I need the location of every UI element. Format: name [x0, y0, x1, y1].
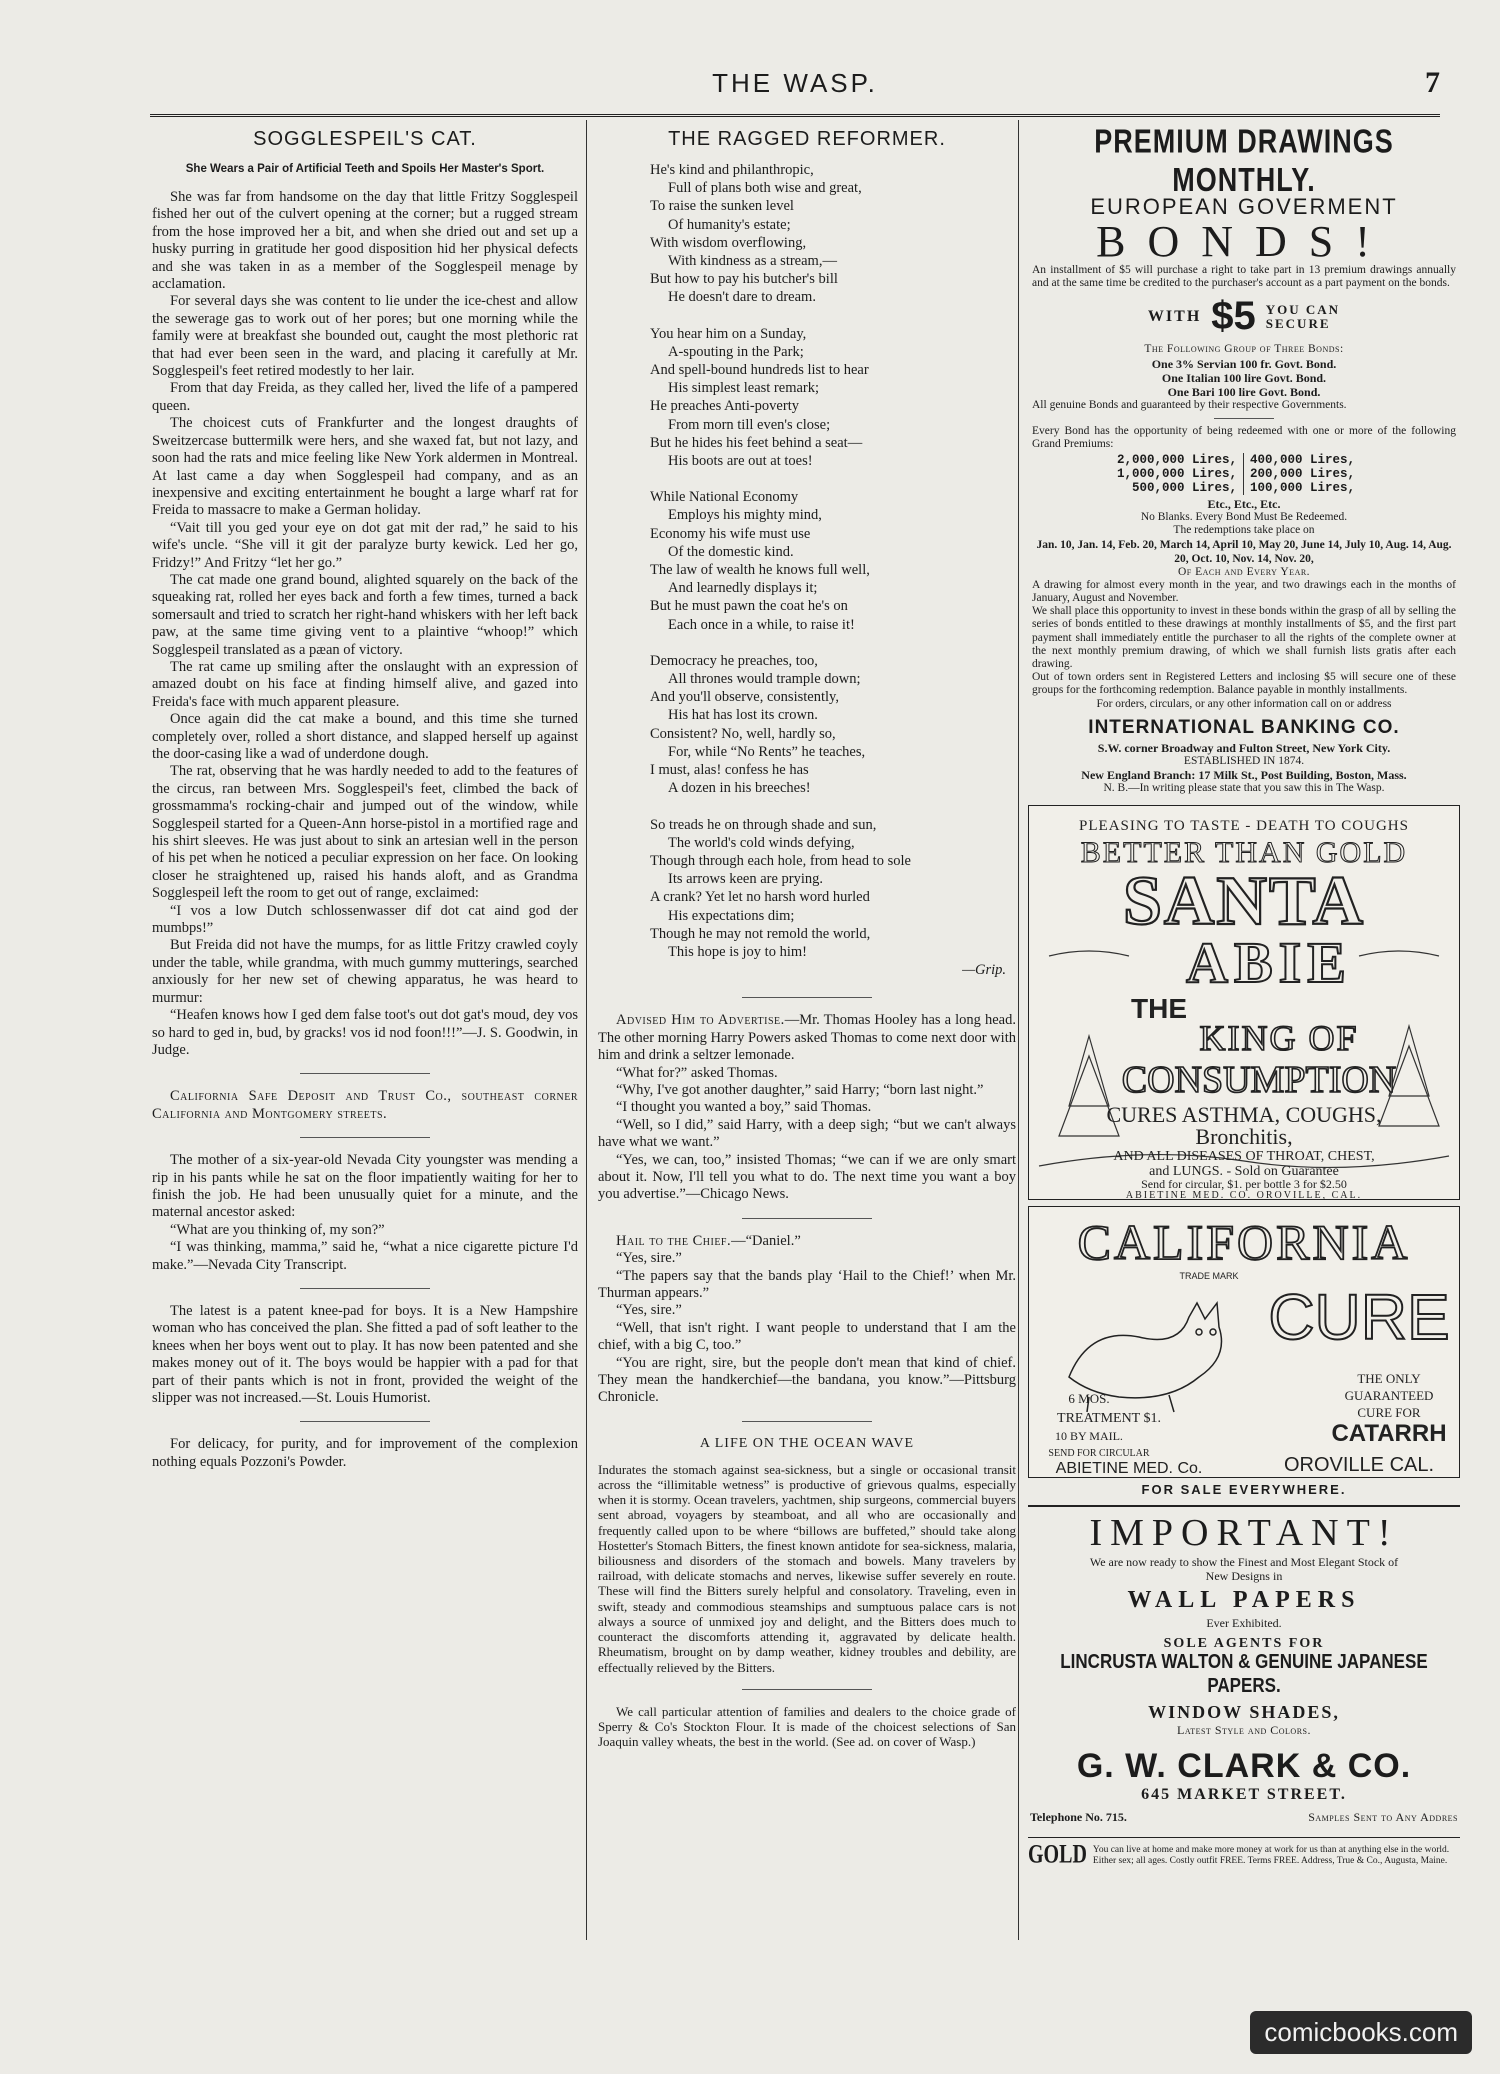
- bond-item: One Italian 100 lire Govt. Bond.: [1161, 370, 1327, 385]
- poem-line: For, while “No Rents” he teaches,: [668, 743, 866, 760]
- poem-line: A-spouting in the Park;: [668, 343, 804, 360]
- ocean-text: Indurates the stomach against sea-sickness, but a single or occasional transit across the “illimitable wetness” is productive of grievous qualms, especially when it is stormy. Ocean travelers, yachtmen, ship surgeons, commercial buyers sent abroad, voyagers by steamboat, and all who are occasionally and frequently called upon to be where “billows are buffeted,” should take along Hostetter's Stomach Bitters, the finest known antidote for sea-sickness, malaria, biliousness and disorders of the stomach and bowels. Many travelers by railroad, with delicate stomachs and nerves, likewise suffer severely en route. These will find the Bitters surely helpful and consolatory. Traveling, even in swift, steady and commodious steamships and sumptuous palace cars is not always a source of unmixed joy and delight, and the Bitters does much to counteract the discomforts attending it, aggravated by delicate health. Rheumatism, brought on by damp weather, kidney troubles and debility, are effectually relieved by the Bitters.: [598, 1461, 1016, 1675]
- poem-line: You hear him on a Sunday,: [650, 325, 807, 342]
- poem-line: His boots are out at toes!: [668, 453, 813, 470]
- poem-line: But he must pawn the coat he's on: [650, 598, 848, 615]
- santa-top-text: PLEASING TO TASTE - DEATH TO COUGHS: [1079, 818, 1409, 835]
- important-headline: IMPORTANT!: [1089, 1512, 1399, 1555]
- article-headline: SOGGLESPEIL'S CAT.: [253, 128, 477, 150]
- wallpaper-advertisement: [1028, 1505, 1460, 1825]
- poem-line: All thrones would trample down;: [668, 671, 861, 688]
- with-label: WITH: [1147, 307, 1202, 325]
- poem-line: Full of plans both wise and great,: [668, 180, 862, 197]
- safe-deposit-item: California Safe Deposit and Trust Co., southeast corner California and Montgomery streets.: [152, 1088, 578, 1122]
- bonds-nb: N. B.—In writing please state that you saw this in The Wasp.: [1103, 782, 1385, 795]
- lincrusta: LINCRUSTA WALTON & GENUINE JAPANESE PAPERS.: [1060, 1650, 1428, 1698]
- poem-line: Consistent? No, well, hardly so,: [650, 725, 836, 742]
- paragraph: “Vait till you ged your eye on dot gat mit der rad,” he said to his wife's uncle. “She vill it git der paralyze burty kewick. Led her go, Fridzy!” And Fritzy “let her go.”: [152, 519, 578, 571]
- paragraph: “Well, so I did,” said Harry, with a deep sigh; “but we can't always have what we want.”: [598, 1116, 1016, 1151]
- paragraph: “Yes, we can, too,” insisted Thomas; “we can if we are only smart about it. Now, I'll tell you what to do. The next time you want a boy you advertise.”—Chicago News.: [598, 1151, 1016, 1203]
- bonds-out-of-town: Out of town orders sent in Registered Letters and inclosing $5 will secure one of these groups for the forthcoming redemption. Balance payable in monthly installments.: [1032, 671, 1456, 697]
- paragraph: “Well, that isn't right. I want people to understand that I am the chief, with a big C, too.”: [598, 1319, 1016, 1354]
- poem-line: So treads he on through shade and sun,: [650, 816, 877, 833]
- paragraph: “What are you thinking of, my son?”: [170, 1221, 385, 1238]
- cure-for: CURE FOR: [1357, 1405, 1421, 1421]
- prize-amount: 100,000 Lires,: [1250, 481, 1356, 496]
- paragraph: She was far from handsome on the day that little Fritzy Sogglespeil fished her out of the culvert opening at the corner; but a rugged stream from the hose improved her a bit, and when she dried out and set up a husky purring in gratitude her good disposition hid her physical defects and she was taken in as a member of the Sogglespeil menage by acclamation.: [152, 189, 578, 293]
- cure-treatment: TREATMENT $1.: [1057, 1411, 1161, 1427]
- poem-title: THE RAGGED REFORMER.: [668, 128, 946, 150]
- paragraph: From that day Freida, as they called her, lived the life of a pampered queen.: [152, 380, 578, 414]
- cure-oroville: OROVILLE CAL.: [1283, 1454, 1435, 1477]
- bonds-advertisement: [1028, 124, 1460, 795]
- abie-word: ABIE: [1186, 930, 1352, 996]
- separator-rule: [1028, 1505, 1460, 1507]
- paragraph: The mother of a six-year-old Nevada City youngster was mending a rip in his pants while he sat on the floor impatiently waiting for her to finish the job. He had been unusually quiet for a minute, and the maternal ancestor asked:: [152, 1152, 578, 1221]
- paragraph: “Yes, sire.”: [616, 1250, 682, 1267]
- ocean-title: A LIFE ON THE OCEAN WAVE: [699, 1435, 915, 1451]
- sperry-text: We call particular attention of families and dealers to the choice grade of Sperry & Co's Stockton Flour. It is made of the choicest selections of San Joaquin valley wheats, the best in the world. (See ad. on cover of Wasp.): [598, 1703, 1016, 1750]
- poem-line: His hat has lost its crown.: [668, 707, 818, 724]
- paragraph: “Yes, sire.”: [616, 1302, 682, 1319]
- poem-line: With wisdom overflowing,: [650, 234, 807, 251]
- poem-line: Employs his mighty mind,: [668, 507, 822, 524]
- poem-line: Its arrows keen are prying.: [668, 871, 824, 888]
- paragraph: “I vos a low Dutch schlossenwasser dif dot cat aind god der mumbps!”: [152, 902, 578, 937]
- stanza: [650, 652, 1016, 798]
- cure-guaranteed: GUARANTEED: [1344, 1388, 1434, 1404]
- poem-line: His simplest least remark;: [668, 380, 820, 397]
- paragraph: Once again did the cat make a bound, and this time she turned completely over, rolled a short distance, and slapped herself up against the door-casing like a wad of underdone dough.: [152, 711, 578, 762]
- gold-advertisement: [1028, 1837, 1460, 1870]
- separator-rule: [742, 1689, 872, 1690]
- page-number: 7: [1425, 66, 1440, 99]
- bonds-drawing: A drawing for almost every month in the year, and two drawings each in the months of January, August and November.: [1032, 578, 1456, 605]
- separator-rule: [1214, 418, 1274, 419]
- gold-word: GOLD: [1028, 1840, 1087, 1870]
- santa-better-text: BETTER THAN GOLD: [1080, 836, 1408, 870]
- santa-the: THE: [1131, 993, 1187, 1025]
- paragraph: The rat came up smiling after the onslaught with an expression of amazed doubt on his face at finding himself alive, and gazed into Freida's face with much apparent pleasure.: [152, 658, 578, 710]
- poem-line: Economy his wife must use: [650, 525, 811, 542]
- santa-king: KING OF: [1199, 1018, 1359, 1059]
- wall-papers: WALL PAPERS: [1127, 1587, 1361, 1614]
- paragraph: “I thought you wanted a boy,” said Thomas.: [616, 1099, 872, 1116]
- poem-line: This hope is joy to him!: [668, 943, 807, 960]
- poem-line: While National Economy: [650, 489, 799, 506]
- column-rule: [586, 120, 587, 1940]
- no-blanks: No Blanks. Every Bond Must Be Redeemed.: [1140, 511, 1348, 524]
- masthead-title: THE WASP.: [712, 68, 878, 98]
- sole-agents: SOLE AGENTS FOR: [1163, 1636, 1325, 1652]
- clark-ever: Ever Exhibited.: [1206, 1616, 1282, 1631]
- prize-grid: [1054, 453, 1434, 495]
- article-body: [152, 189, 578, 1471]
- bonds-we-shall: We shall place this opportunity to invest in these bonds within the grasp of all by selling the series of bonds entitled to these drawings at monthly installments of $5, and the first part payment shall immediately entitle the purchaser to all the rights of the complete owner at the next monthly premium drawing, of which we shall furnish lists gratis after each drawing.: [1032, 605, 1456, 671]
- cure-six-mos: 6 MOS.: [1068, 1391, 1110, 1407]
- cure-catarrh: CATARRH: [1331, 1420, 1447, 1448]
- paragraph: Advised Him to Advertise.—Mr. Thomas Hooley has a long head. The other morning Harry Powers asked Thomas to come next door with him and drink a seltzer lemonade.: [598, 1012, 1016, 1064]
- separator-rule: [300, 1137, 430, 1138]
- prize-amount: 200,000 Lires,: [1250, 467, 1356, 482]
- separator-rule: [300, 1288, 430, 1289]
- masthead-rule: [150, 114, 1440, 117]
- poem-line: Of the domestic kind.: [668, 543, 794, 560]
- paragraph: The cat made one grand bound, alighted squarely on the back of the squeaking rat, rolled her eyes back and forth a few times, turned a back somersault and tried to scratch her right-hand whiskers with her left back paw, at the same time giving vent to a plaintive “whoop!” which Sogglespeil translated as a pæan of victory.: [152, 571, 578, 658]
- poem-line: He doesn't dare to dream.: [668, 289, 816, 306]
- bonds-headline: PREMIUM DRAWINGS MONTHLY.: [1094, 124, 1394, 199]
- article-subhead: She Wears a Pair of Artificial Teeth and Spoils Her Master's Sport.: [185, 163, 545, 175]
- column-ads: [1028, 124, 1460, 1954]
- stanza: [650, 816, 1016, 980]
- separator-rule: [300, 1421, 430, 1422]
- paragraph: “You are right, sire, but the people don't mean that kind of chief. They mean the handkerchief—the bandana, you know.”—Pittsburg Chronicle.: [598, 1354, 1016, 1406]
- prize-amount: 2,000,000 Lires,: [1054, 453, 1244, 467]
- poem-line: But how to pay his butcher's bill: [650, 271, 838, 288]
- for-sale-everywhere: FOR SALE EVERYWHERE.: [1141, 1482, 1347, 1498]
- paragraph: “Heafen knows how I ged dem false toot's out dot gat's moud, dey vos so hard to ged in, bud, by gracks! vos id nod foon!!!”—J. S. Goodwin, in Judge.: [152, 1007, 578, 1058]
- five-dollar-label: $5: [1211, 294, 1256, 339]
- poem-line: And spell-bound hundreds list to hear: [650, 362, 869, 379]
- paragraph: “The papers say that the bands play ‘Hail to the Chief!’ when Mr. Thurman appears.”: [598, 1267, 1016, 1302]
- cure-send: SEND FOR CIRCULAR: [1048, 1448, 1150, 1460]
- prize-etc: Etc., Etc., Etc.: [1207, 497, 1281, 512]
- article-body: [598, 1012, 1016, 1749]
- santa-abietine: ABIETINE MED. CO. OROVILLE, CAL.: [1125, 1190, 1363, 1200]
- item-title: Hail to the Chief.: [616, 1232, 732, 1249]
- poem-line: Each once in a while, to raise it!: [668, 616, 855, 633]
- poem-credit: —Grip.: [962, 962, 1006, 979]
- paragraph: Hail to the Chief.—“Daniel.”: [616, 1232, 801, 1249]
- poem-line: Democracy he preaches, too,: [650, 652, 818, 669]
- clark-latest: Latest Style and Colors.: [1176, 1723, 1311, 1738]
- stanza: [650, 488, 1016, 634]
- paragraph: But Freida did not have the mumps, for as little Fritzy crawled coyly under the table, while grandma, with much gummy mutterings, searched anxiously for her new set of chewing apparatus, he was heard to murmur:: [152, 937, 578, 1006]
- paragraph: The choicest cuts of Frankfurter and the longest draughts of Sweitzercase buttermilk were hers, and she waxed fat, but not lazy, and soon had the rats and mice feeling like New York aldermen in Montreal. At last came a day when Sogglespeil had company, and as an inexpensive and exciting entertainment he bought a large wharf rat for Freida to massacre to make a German holiday.: [152, 415, 578, 519]
- poem-line: To raise the sunken level: [650, 198, 794, 215]
- stanza: [650, 325, 1016, 471]
- paragraph: “Why, I've got another daughter,” said Harry; “born last night.”: [616, 1081, 984, 1098]
- separator-rule: [300, 1073, 430, 1074]
- redemptions: The redemptions take place on: [1173, 524, 1315, 537]
- prize-amount: 1,000,000 Lires,: [1054, 467, 1244, 481]
- clark-footer: [1030, 1810, 1458, 1825]
- window-shades: WINDOW SHADES,: [1148, 1702, 1340, 1723]
- santa-word: SANTA: [1122, 863, 1366, 941]
- poem-line: But he hides his feet behind a seat—: [650, 434, 863, 451]
- paragraph: For delicacy, for purity, and for improvement of the complexion nothing equals Pozzoni's Powder.: [152, 1436, 578, 1470]
- poem-line: His expectations dim;: [668, 907, 795, 924]
- cure-the-only: THE ONLY: [1357, 1371, 1421, 1387]
- you-can-secure: YOU CAN SECURE: [1265, 301, 1341, 331]
- santa-cures: CURES ASTHMA, COUGHS,: [1106, 1102, 1382, 1128]
- paragraph: The latest is a patent knee-pad for boys. It is a New Hampshire woman who has conceived the plan. She fitted a pad of soft leather to the knees when her boys went out to play. It has now been patented and she makes money out of it. The boys would be happier with a pad for that part of their pants which is not in front, provided the weight of the slipper was not increased.—St. Louis Humorist.: [152, 1302, 578, 1406]
- santa-consumption: CONSUMPTION: [1121, 1059, 1397, 1102]
- cure-abietine: ABIETINE MED. Co.: [1055, 1460, 1203, 1478]
- clark-new-designs: New Designs in: [1205, 1569, 1283, 1584]
- poem-line: With kindness as a stream,—: [668, 253, 837, 270]
- bank-branch: New England Branch: 17 Milk St., Post Building, Boston, Mass.: [1081, 768, 1407, 783]
- poem-line: A crank? Yet let no harsh word hurled: [650, 889, 870, 906]
- poem-line: And learnedly displays it;: [668, 580, 818, 597]
- clark-ready: We are now ready to show the Finest and Most Elegant Stock of: [1089, 1555, 1399, 1570]
- cure-california: CALIFORNIA: [1077, 1214, 1411, 1271]
- of-each-year: Of Each and Every Year.: [1177, 565, 1311, 578]
- bank-established: ESTABLISHED IN 1874.: [1183, 754, 1305, 767]
- bonds-genuine: All genuine Bonds and guaranteed by their respective Governments.: [1032, 398, 1347, 411]
- poem-line: He's kind and philanthropic,: [650, 162, 814, 178]
- gold-text: You can live at home and make more money at work for us than at anything else in the world. Either sex; all ages. Costly outfit FREE. Terms FREE. Address, True & Co., Augusta, Maine.: [1092, 1844, 1450, 1866]
- poem-line: Though through each hole, from head to sole: [650, 852, 911, 869]
- cure-word: CURE: [1268, 1281, 1450, 1354]
- paragraph: For several days she was content to lie under the ice-chest and allow the sewerage gas to work out of her pores; but one morning while the family were at breakfast she bounded out, caught the most plethoric rat that had ever been seen in the ward, and placing it carefully at Mr. Sogglespeil's feet retired modestly to her lair.: [152, 293, 578, 380]
- column-middle: [598, 124, 1016, 1944]
- paragraph: The rat, observing that he was hardly needed to add to the features of the circus, ran between Mrs. Sogglespeil's feet, climbed the back of grossmamma's rocking-chair and jumped out of the window, while Sogglespeil started for a Queen-Ann horse-pistol in a mortified rage and his shirt sleeves. He was just about to sink an artesian well in the person of his pet when he noticed a peculiar expression on her face. On looking closer he straightened up, raised his hands aloft, and as Grandma Sogglespeil left the room to get out of range, exclaimed:: [152, 763, 578, 902]
- redemption-dates: Jan. 10, Jan. 14, Feb. 20, March 14, April 10, May 20, June 14, July 10, Aug. 14, Aug. 20, Oct. 10, Nov. 14, Nov. 20,: [1036, 538, 1452, 565]
- bank-name: INTERNATIONAL BANKING CO.: [1088, 716, 1400, 738]
- poem-line: Of humanity's estate;: [668, 216, 791, 233]
- poem-line: He preaches Anti-poverty: [650, 398, 799, 415]
- santa-and-all: AND ALL DISEASES OF THROAT, CHEST,: [1113, 1149, 1375, 1165]
- paragraph: “I was thinking, mamma,” said he, “what a nice cigarette picture I'd make.”—Nevada City Transcript.: [152, 1239, 578, 1273]
- santa-send: Send for circular, $1. per bottle 3 for $2.50: [1141, 1177, 1347, 1192]
- santa-bronchitis: Bronchitis,: [1195, 1124, 1293, 1150]
- clark-samples: Samples Sent to Any Addres: [1308, 1810, 1458, 1825]
- cure-trademark: TRADE MARK: [1179, 1271, 1239, 1282]
- prize-amount: 500,000 Lires,: [1054, 481, 1244, 495]
- poem-line: I must, alas! confess he has: [650, 762, 809, 779]
- column-rule: [1018, 120, 1019, 1940]
- five-dollar-row: [1028, 294, 1460, 339]
- poem-line: The law of wealth he knows full well,: [650, 562, 870, 579]
- clark-company: G. W. CLARK & CO.: [1076, 1747, 1412, 1786]
- prize-amount: 400,000 Lires,: [1250, 453, 1356, 468]
- paragraph: “What for?” asked Thomas.: [616, 1064, 778, 1081]
- item-title: Advised Him to Advertise.: [616, 1012, 785, 1029]
- column-left: [152, 124, 578, 1944]
- stanza: [650, 161, 1016, 307]
- poem-line: A dozen in his breeches!: [668, 780, 811, 797]
- clark-telephone: Telephone No. 715.: [1030, 1810, 1127, 1825]
- poem-line: The world's cold winds defying,: [668, 834, 855, 851]
- santa-abie-advertisement: [1028, 805, 1460, 1200]
- clark-market: 645 MARKET STREET.: [1141, 1786, 1347, 1804]
- bond-item: One 3% Servian 100 fr. Govt. Bond.: [1151, 356, 1337, 371]
- separator-rule: [742, 1421, 872, 1422]
- bank-address: S.W. corner Broadway and Fulton Street, New York City.: [1097, 740, 1391, 755]
- poem-line: And you'll observe, consistently,: [650, 689, 839, 706]
- group-title: The Following Group of Three Bonds:: [1144, 343, 1344, 356]
- california-cure-advertisement: [1028, 1206, 1460, 1478]
- poem-line: Though he may not remold the world,: [650, 925, 871, 942]
- bonds-title: BONDS!: [1096, 217, 1392, 266]
- bond-item: One Bari 100 lire Govt. Bond.: [1167, 384, 1321, 399]
- poem-body: [598, 161, 1016, 979]
- bonds-intro: An installment of $5 will purchase a right to take part in 13 premium drawings annually and at the same time be credited to the purchaser's account as a part payment on the bonds.: [1032, 264, 1456, 290]
- california-cure-illustration: [1029, 1207, 1459, 1477]
- santa-abie-illustration: [1029, 806, 1459, 1199]
- masthead: [150, 64, 1440, 116]
- bonds-every-bond: Every Bond has the opportunity of being redeemed with one or more of the following Grand Premiums:: [1032, 424, 1456, 451]
- separator-rule: [742, 1218, 872, 1219]
- santa-lungs: and LUNGS. - Sold on Guarantee: [1149, 1164, 1339, 1180]
- separator-rule: [742, 997, 872, 998]
- cure-by-mail: 10 BY MAIL.: [1055, 1429, 1123, 1444]
- watermark: comicbooks.com: [1250, 2011, 1472, 2054]
- bonds-for-orders: For orders, circulars, or any other information call on or address: [1096, 697, 1392, 710]
- poem-line: From morn till even's close;: [668, 416, 831, 433]
- bonds-subhead: EUROPEAN GOVERMENT: [1090, 194, 1398, 219]
